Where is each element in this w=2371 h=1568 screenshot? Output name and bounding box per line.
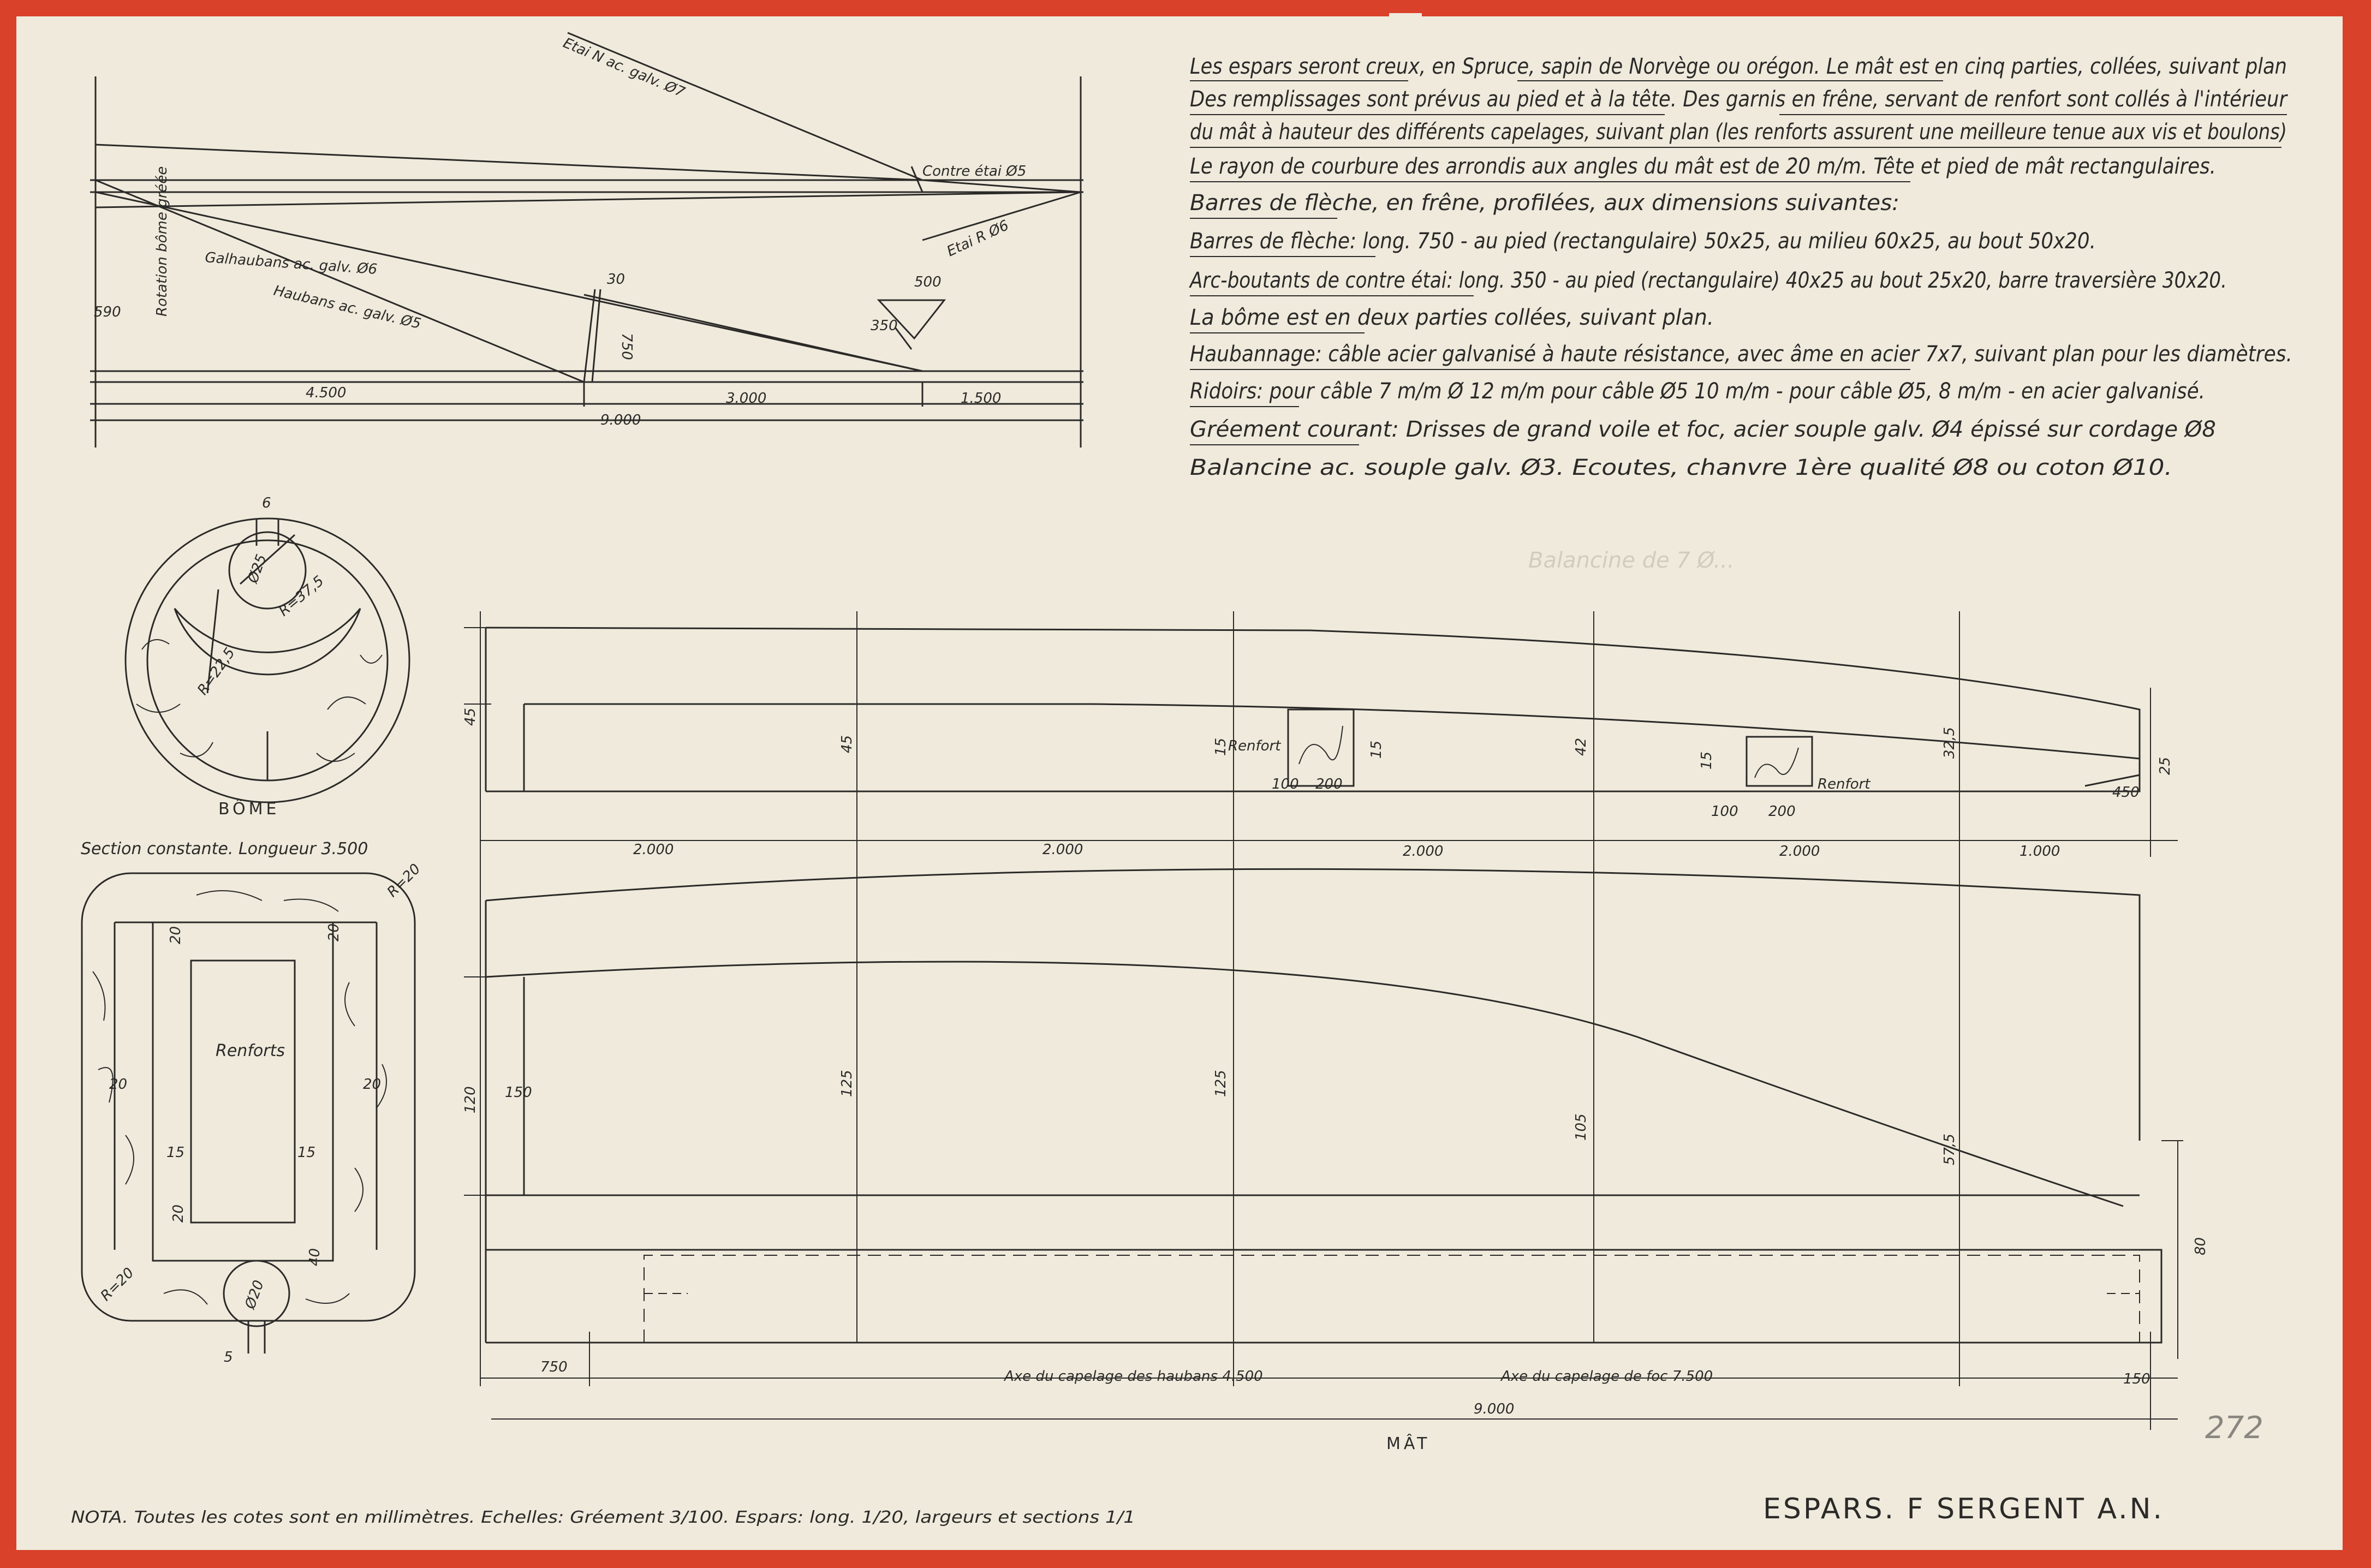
dim-h80: 80 [2193, 1237, 2209, 1255]
note-line: du mât à hauteur des différents capelages, suivant plan (les renforts assurent une meilleure tenue aux vis et boulons) [1190, 120, 2287, 145]
dim-750: 750 [618, 333, 635, 360]
boom-slot-dim: 6 [262, 495, 271, 511]
dim-h120: 120 [462, 1086, 479, 1113]
sheet-number: 272 [2205, 1410, 2263, 1446]
boom-inner-radius: R=22,5 [194, 645, 239, 699]
dim-500: 500 [914, 274, 942, 290]
dim-20-right: 20 [363, 1076, 382, 1093]
mast-hole-dim: Ø20 [242, 1278, 267, 1311]
note-line: Haubannage: câble acier galvanisé à haute résistance, avec âme en acier 7x7, suivant plan pour les diamètres. [1190, 342, 2292, 367]
dim-5: 5 [224, 1349, 233, 1366]
segment-2: 2.000 [1042, 842, 1083, 858]
mast-section-caption: Section constante. Longueur 3.500 [81, 839, 368, 858]
dim-450: 450 [2112, 784, 2140, 801]
segment-1: 2.000 [633, 842, 674, 858]
mast-total-length: 9.000 [1474, 1401, 1515, 1417]
dim-h125a: 125 [839, 1070, 855, 1097]
haubans-label: Haubans ac. galv. Ø5 [272, 282, 423, 332]
stay-label: Etai N ac. galv. Ø7 [561, 34, 687, 101]
dim-20-top-2: 20 [326, 923, 342, 941]
note-line: Balancine ac. souple galv. Ø3. Ecoutes, chanvre 1ère qualité Ø8 ou coton Ø10. [1190, 455, 2172, 480]
note-line: Gréement courant: Drisses de grand voile et foc, acier souple galv. Ø4 épissé sur cordage Ø8 [1190, 417, 2216, 442]
segment-3: 2.000 [1403, 843, 1444, 860]
note-line: Les espars seront creux, en Spruce, sapin de Norvège ou orégon. Le mât est en cinq parties, collées, suivant plan [1190, 54, 2287, 79]
dim-590: 590 [94, 304, 121, 320]
renfort-label-2: Renfort [1818, 776, 1870, 792]
axe-foc: Axe du capelage de foc 7.500 [1501, 1368, 1713, 1385]
dim-h15b: 15 [1368, 740, 1385, 759]
dim-h15a: 15 [1213, 737, 1229, 756]
note-line: Des remplissages sont prévus au pied et à la tête. Des garnis en frêne, servant de renfort sont collés à l'intérieur [1190, 87, 2289, 112]
dim-3000: 3.000 [726, 390, 767, 407]
renfort-label-1: Renfort [1228, 738, 1281, 754]
segment-4: 2.000 [1779, 843, 1820, 860]
dim-h575: 57,5 [1941, 1134, 1958, 1165]
dim-20-top: 20 [168, 926, 184, 944]
axe-haubans: Axe du capelage des haubans 4.500 [1004, 1368, 1263, 1385]
dim-h125b: 125 [1213, 1070, 1229, 1097]
dim-h325: 32,5 [1941, 727, 1958, 759]
dim-200b: 200 [1768, 803, 1796, 820]
note-line: Arc-boutants de contre étai: long. 350 - au pied (rectangulaire) 40x25 au bout 25x20, barre traversière 30x20. [1188, 268, 2227, 293]
dim-15-right: 15 [297, 1144, 316, 1161]
dim-1500: 1.500 [961, 390, 1002, 407]
dim-h105: 105 [1573, 1113, 1589, 1141]
side-text: Rotation bôme gréée [154, 166, 170, 317]
segment-5: 1.000 [2019, 843, 2060, 860]
dim-30: 30 [607, 271, 625, 288]
dim-150: 150 [2123, 1371, 2150, 1387]
nota-line: NOTA. Toutes les cotes sont en millimètres. Echelles: Gréement 3/100. Espars: long. 1/20, largeurs et sections 1/1 [71, 1508, 1135, 1527]
etai-r-label: Etai R Ø6 [944, 217, 1011, 260]
dim-20-bottom: 20 [170, 1204, 187, 1223]
dim-750: 750 [540, 1359, 568, 1375]
note-line: Le rayon de courbure des arrondis aux angles du mât est de 20 m/m. Tête et pied de mât rectangulaires. [1190, 154, 2216, 179]
dim-100a: 100 [1272, 776, 1299, 792]
dim-15-left: 15 [166, 1144, 185, 1161]
paper-tear-mark [1389, 13, 1422, 29]
mast-section-center: Renforts [216, 1041, 285, 1060]
dim-h42: 42 [1573, 737, 1589, 756]
dim-350: 350 [871, 318, 898, 334]
boom-title: BÔME [218, 800, 280, 819]
mast-title: MÂT [1386, 1434, 1431, 1453]
boom-hole-dim: Ø25 [245, 552, 270, 586]
dim-100b: 100 [1711, 803, 1738, 820]
dim-4500: 4.500 [306, 385, 347, 401]
boom-outer-radius: R=37,5 [276, 573, 327, 620]
faint-note: Balancine de 7 Ø... [1528, 548, 1735, 573]
note-line: Ridoirs: pour câble 7 m/m Ø 12 m/m pour câble Ø5 10 m/m - pour câble Ø5, 8 m/m - en acier galvanisé. [1190, 379, 2205, 404]
galhaubans-label: Galhaubans ac. galv. Ø6 [204, 249, 378, 278]
mast-corner-radius-2: R=20 [97, 1265, 138, 1304]
dim-h15c: 15 [1699, 751, 1715, 770]
note-line: Barres de flèche, en frêne, profilées, aux dimensions suivantes: [1190, 190, 1899, 216]
dim-h150: 150 [505, 1084, 532, 1101]
dim-200a: 200 [1315, 776, 1343, 792]
dim-40-bottom: 40 [307, 1248, 323, 1266]
contre-etai-label: Contre étai Ø5 [922, 163, 1027, 180]
dim-9000: 9.000 [600, 412, 641, 428]
dim-h25: 25 [2157, 756, 2173, 775]
note-line: La bôme est en deux parties collées, suivant plan. [1190, 305, 1714, 330]
dim-20-left: 20 [109, 1076, 128, 1093]
note-line: Barres de flèche: long. 750 - au pied (rectangulaire) 50x25, au milieu 60x25, au bout 50x20. [1190, 229, 2096, 254]
drawing-title: ESPARS. F SERGENT A.N. [1763, 1493, 2165, 1525]
mast-corner-radius: R=20 [384, 861, 424, 901]
dim-h45b: 45 [839, 735, 855, 753]
dim-h45: 45 [462, 707, 479, 726]
